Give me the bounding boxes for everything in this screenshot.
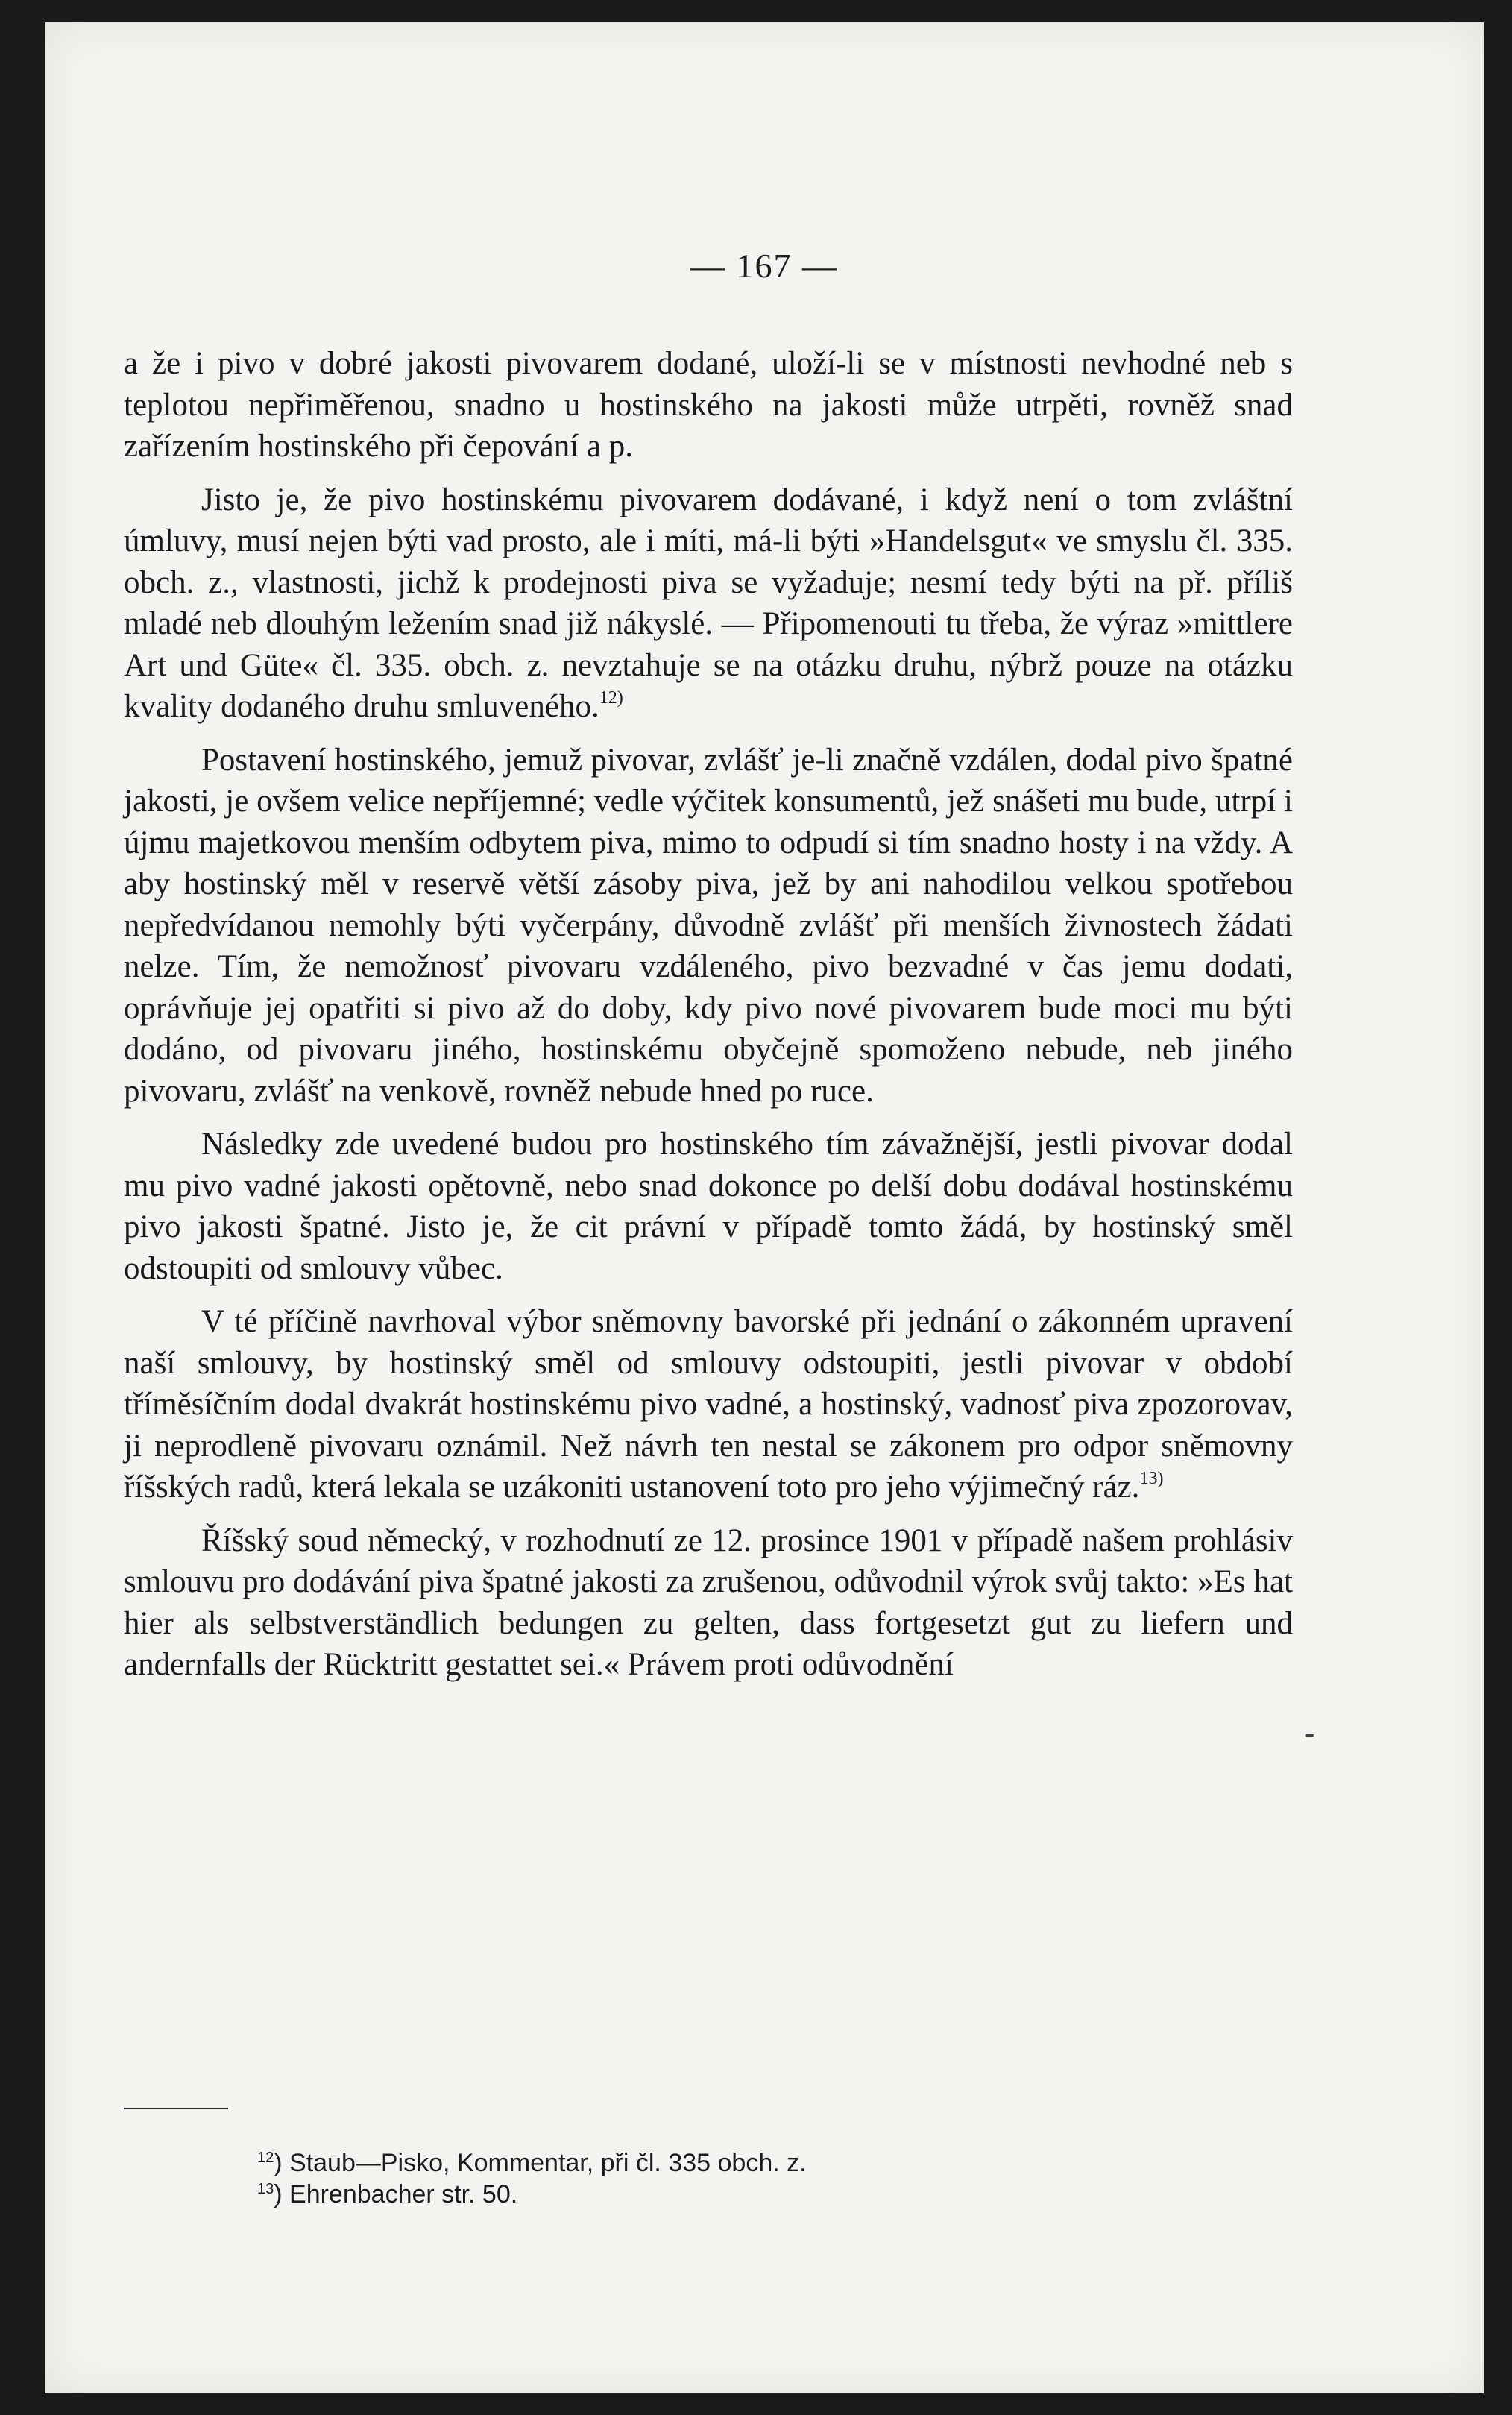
- book-page: [45, 22, 1484, 2393]
- footnote-12: [257, 2147, 1264, 2179]
- paragraph-2: [124, 479, 1293, 728]
- paragraph-1: [124, 343, 1293, 467]
- footnote-ref-12[interactable]: 12): [599, 688, 623, 708]
- footnote-divider: [124, 2108, 228, 2109]
- paragraph-4: [124, 1124, 1293, 1289]
- footnote-text: ) Ehrenbacher str. 50.: [274, 2180, 518, 2208]
- footnotes: [257, 2147, 1264, 2210]
- paragraph-6: [124, 1520, 1293, 1686]
- footnote-ref-13[interactable]: 13): [1139, 1469, 1164, 1488]
- paragraph-5: [124, 1301, 1293, 1508]
- margin-mark: -: [1305, 1716, 1315, 1749]
- paragraph-text: Následky zde uvedené budou pro hostinského tím závažnější, jestli pivovar dodal mu pivo vadné jakosti opětovně, nebo snad dokonce po delší dobu dodával hostinskému pivo jakosti špatné. Jisto je, že cit právní v případě tomto žádá, by hostinský směl odstoupiti od smlouvy vůbec.: [124, 1127, 1293, 1286]
- paragraph-text: Jisto je, že pivo hostinskému pivovarem dodávané, i když není o tom zvláštní úmluvy, musí nejen býti vad prosto, ale i míti, má-li býti »Handelsgut« ve smyslu čl. 335. obch. z., vlastnosti, jichž k prodejnosti piva se vyžaduje; nesmí tedy býti na př. příliš mladé neb dlouhým ležením snad již nákyslé. — Připomenouti tu třeba, že výraz »mittlere Art und Güte« čl. 335. obch. z. nevztahuje se na otázku druhu, nýbrž pouze na otázku kvality dodaného druhu smluveného.: [124, 482, 1293, 724]
- paragraph-text: Postavení hostinského, jemuž pivovar, zvlášť je-li značně vzdálen, dodal pivo špatné jakosti, je ovšem velice nepříjemné; vedle výčitek konsumentů, jež snášeti mu bude, utrpí i újmu majetkovou menším odbytem piva, mimo to odpudí si tím snadno hosty i na vždy. A aby hostinský měl v reservě větší zásoby piva, jež by ani nahodilou velkou spotřebou nepředvídanou nemohly býti vyčerpány, důvodně zvlášť při menších živnostech žádati nelze. Tím, že nemožnosť pivovaru vzdáleného, pivo bezvadné v čas jemu dodati, oprávňuje jej opatřiti si pivo až do doby, kdy pivo nové pivovarem bude moci mu býti dodáno, od pivovaru jiného, hostinskému obyčejně spomoženo nebude, neb jiného pivovaru, zvlášť na venkově, rovněž nebude hned po ruce.: [124, 742, 1293, 1109]
- paragraph-text: V té příčině navrhoval výbor sněmovny bavorské při jednání o zákonném upravení naší smlouvy, by hostinský směl od smlouvy odstoupiti, jestli pivovar v období tříměsíčním dodal dvakrát hostinskému pivo vadné, a hostinský, vadnosť piva zpozorovav, ji neprodleně pivovaru oznámil. Než návrh ten nestal se zákonem pro odpor sněmovny říšských radů, která lekala se uzákoniti ustanovení toto pro jeho výjimečný ráz.: [124, 1304, 1293, 1505]
- page-number: — 167 —: [690, 247, 838, 285]
- paragraph-text: a že i pivo v dobré jakosti pivovarem dodané, uloží-li se v místnosti nevhodné neb s teplotou nepřiměřenou, snadno u hostinského na jakosti může utrpěti, rovněž snad zařízením hostinského při čepování a p.: [124, 346, 1293, 464]
- footnote-mark: 12: [257, 2150, 274, 2166]
- body-text: [124, 343, 1293, 1698]
- footnote-mark: 13: [257, 2181, 274, 2197]
- paragraph-text: Říšský soud německý, v rozhodnutí ze 12. prosince 1901 v případě našem prohlásiv smlouvu pro dodávání piva špatné jakosti za zrušenou, odůvodnil výrok svůj takto: »Es hat hier als selbstverständlich bedungen zu gelten, dass fortgesetzt gut zu liefern und andernfalls der Rücktritt gestattet sei.« Právem proti odůvodnění: [124, 1523, 1293, 1682]
- paragraph-3: [124, 740, 1293, 1112]
- footnote-text: ) Staub—Pisko, Kommentar, při čl. 335 obch. z.: [274, 2149, 807, 2177]
- footnote-13: [257, 2179, 1264, 2210]
